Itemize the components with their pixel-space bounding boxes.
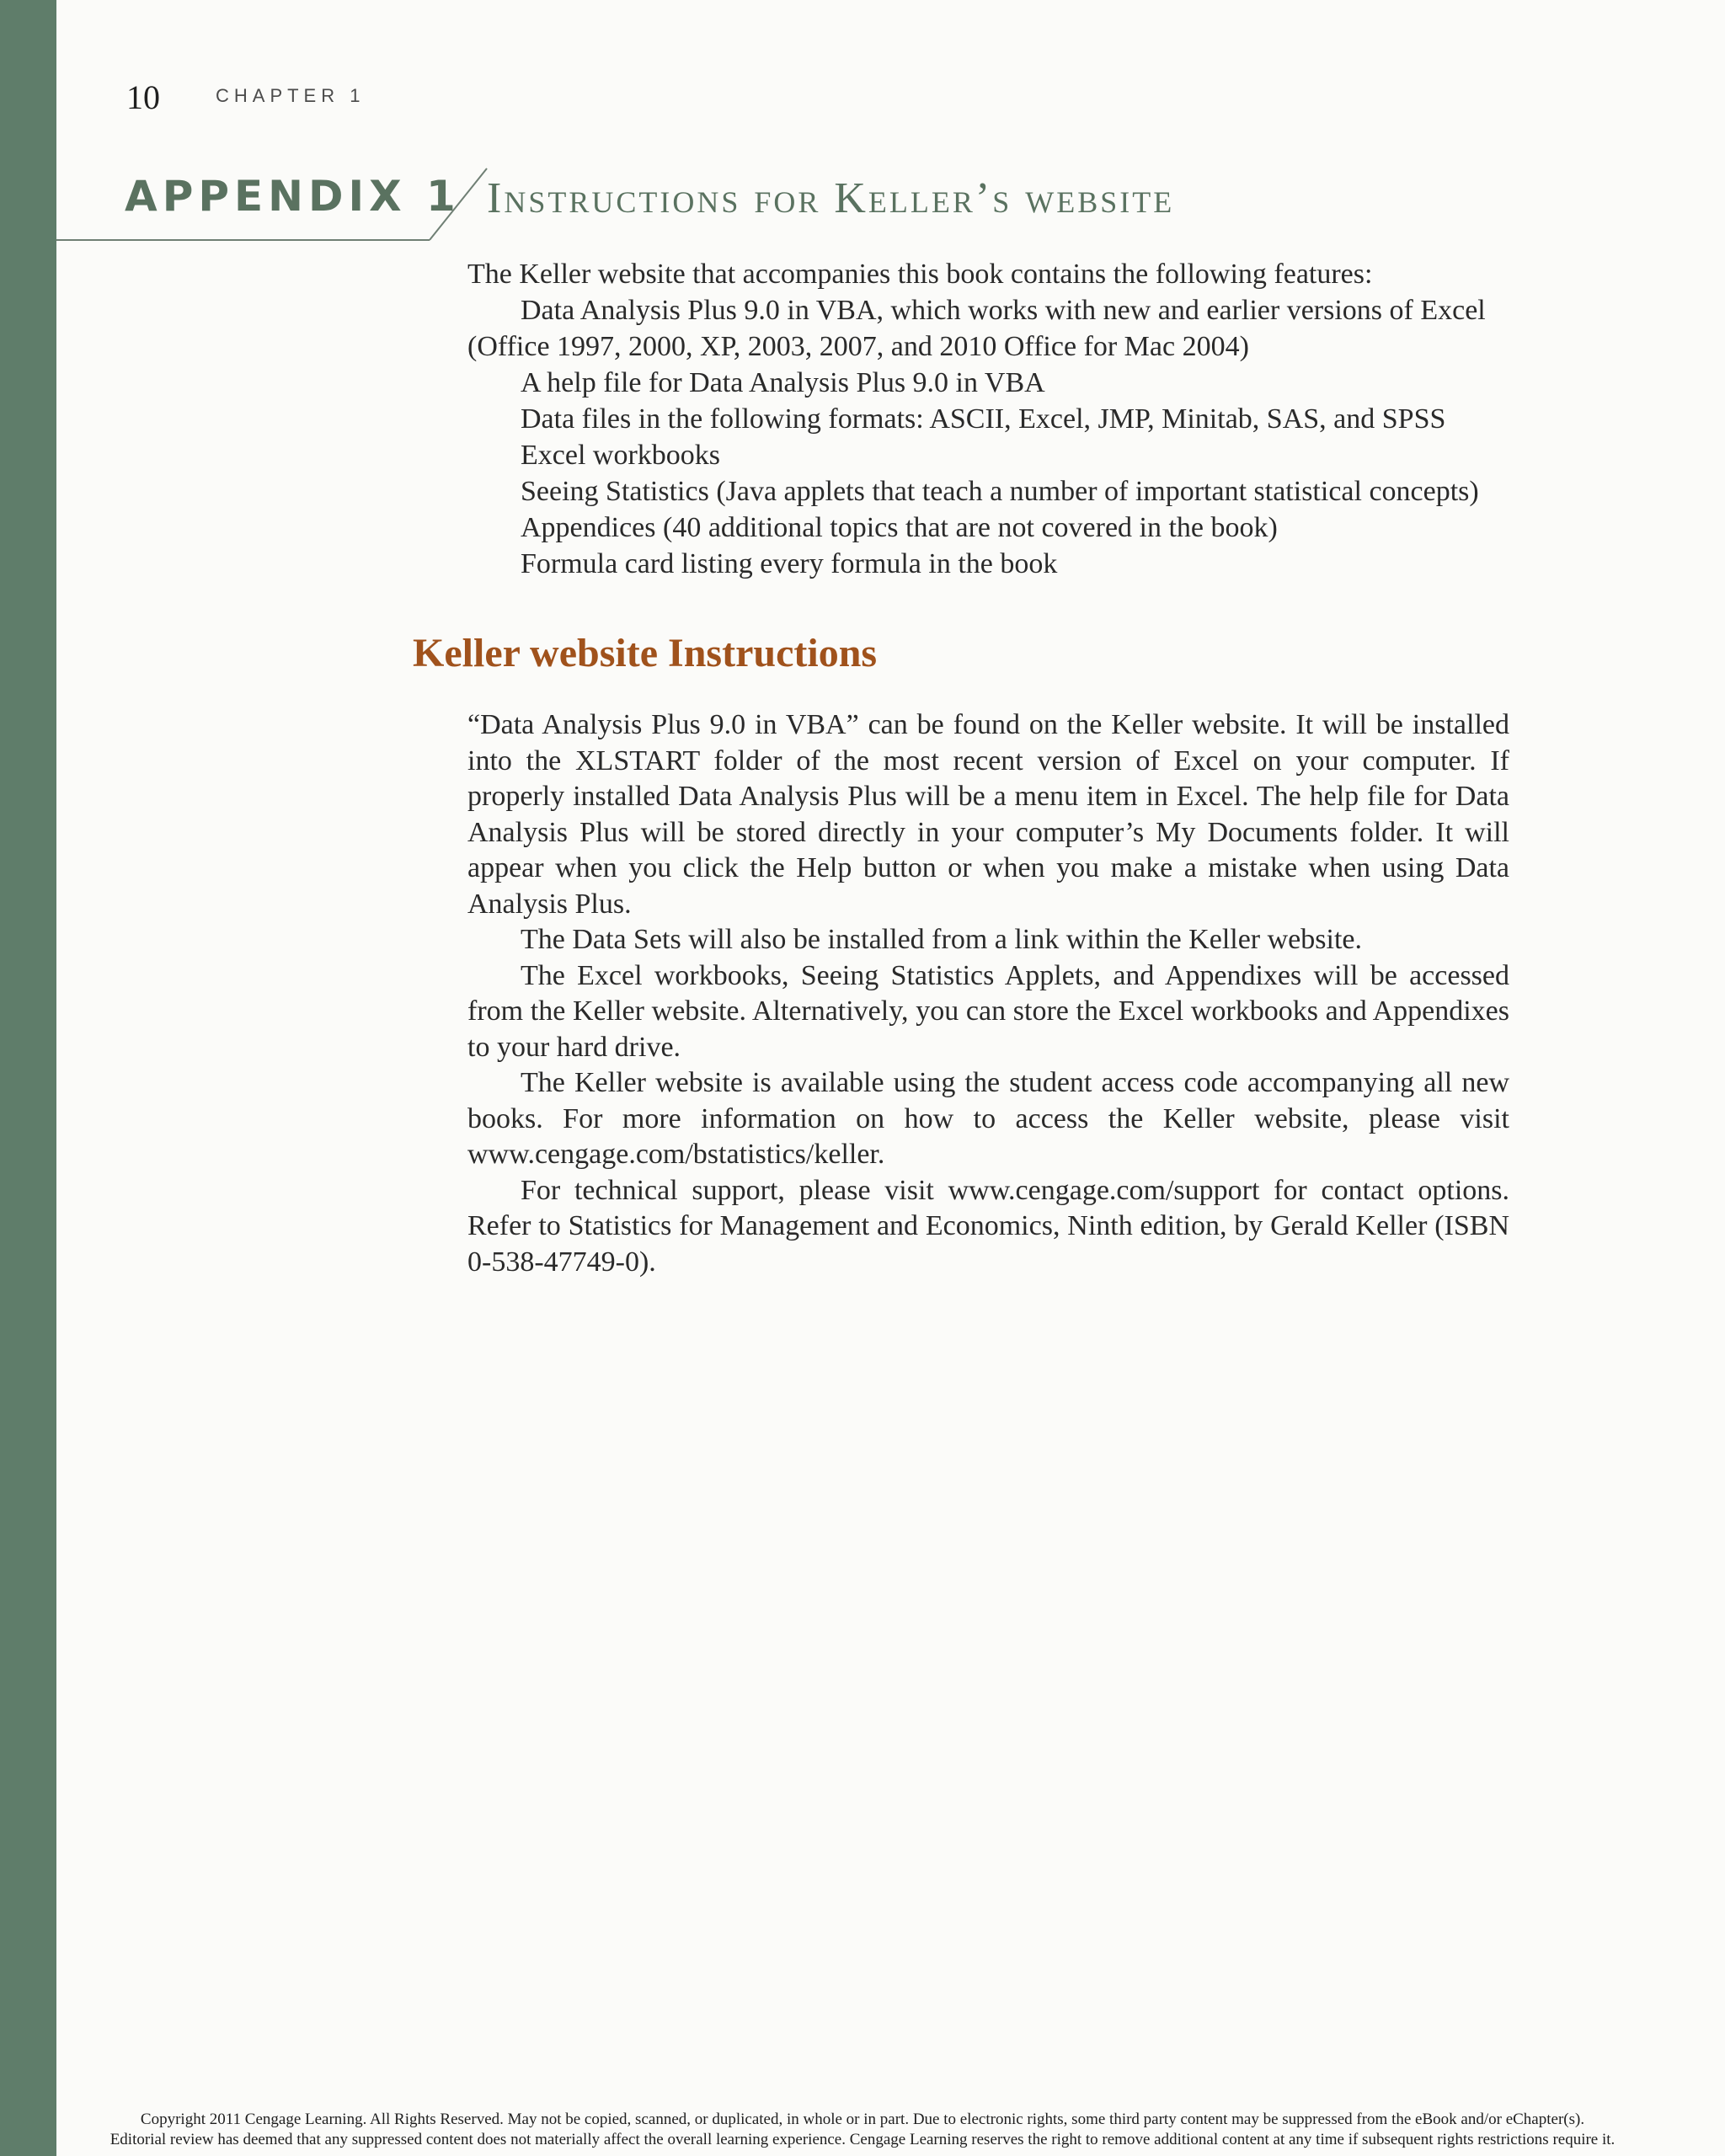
section-heading: Keller website Instructions (413, 631, 878, 675)
instruction-paragraph: The Keller website is available using the student access code accompanying all new books. For more information on how to access the Keller website, please visit www.cengage.com/bstatistics/keller. (467, 1067, 1509, 1170)
feature-item: Data files in the following formats: ASCII, Excel, JMP, Minitab, SAS, and SPSS (521, 403, 1446, 435)
running-head: CHAPTER 1 (216, 85, 366, 106)
side-color-stripe (0, 0, 56, 2156)
feature-item: Formula card listing every formula in the book (521, 548, 1058, 579)
page-number: 10 (126, 78, 160, 116)
feature-item: Data Analysis Plus 9.0 in VBA, which works with new and earlier versions of Excel (Office 1997, 2000, XP, 2003, 2007, and 2010 Office for Mac 2004) (467, 295, 1486, 362)
feature-item: A help file for Data Analysis Plus 9.0 in VBA (521, 367, 1045, 398)
copyright-line: Editorial review has deemed that any suppressed content does not materially affect the overall learning experience. Cengage Learning reserves the right to remove additional content at any time if subsequent rights restrictions require it. (109, 2131, 1616, 2148)
instructions-body (467, 707, 1509, 1280)
intro-block (467, 256, 1509, 582)
intro-lead: The Keller website that accompanies this book contains the following features: (467, 259, 1373, 290)
instruction-paragraph: The Excel workbooks, Seeing Statistics Applets, and Appendixes will be accessed from the Keller website. Alternatively, you can store the Excel workbooks and Appendixes to your hard drive. (467, 959, 1509, 1063)
instruction-paragraph: For technical support, please visit www.cengage.com/support for contact options. Refer to Statistics for Management and Economics, Ninth edition, by Gerald Keller (ISBN 0-538-47749-0). (467, 1174, 1509, 1278)
copyright-line: Copyright 2011 Cengage Learning. All Rights Reserved. May not be copied, scanned, or duplicated, in whole or in part. Due to electronic rights, some third party content may be suppressed from the eBook and/or eChapter(s). (140, 2111, 1585, 2128)
feature-item: Seeing Statistics (Java applets that teach a number of important statistical concepts) (521, 476, 1479, 507)
feature-item: Excel workbooks (521, 440, 721, 471)
appendix-title: Instructions for Keller’s website (487, 174, 1175, 222)
instruction-paragraph: The Data Sets will also be installed from a link within the Keller website. (521, 924, 1362, 955)
appendix-label: APPENDIX 1 (125, 172, 461, 221)
title-slash-line (430, 168, 487, 240)
copyright-notice (0, 2110, 1725, 2150)
instruction-paragraph: “Data Analysis Plus 9.0 in VBA” can be found on the Keller website. It will be installed into the XLSTART folder of the most recent version of Excel on your computer. If properly installed Data Analysis Plus will be a menu item in Excel. The help file for Data Analysis Plus will be stored directly in your computer’s My Documents folder. It will appear when you click the Help button or when you make a mistake when using Data Analysis Plus. (467, 709, 1509, 920)
feature-item: Appendices (40 additional topics that are not covered in the book) (521, 512, 1278, 543)
